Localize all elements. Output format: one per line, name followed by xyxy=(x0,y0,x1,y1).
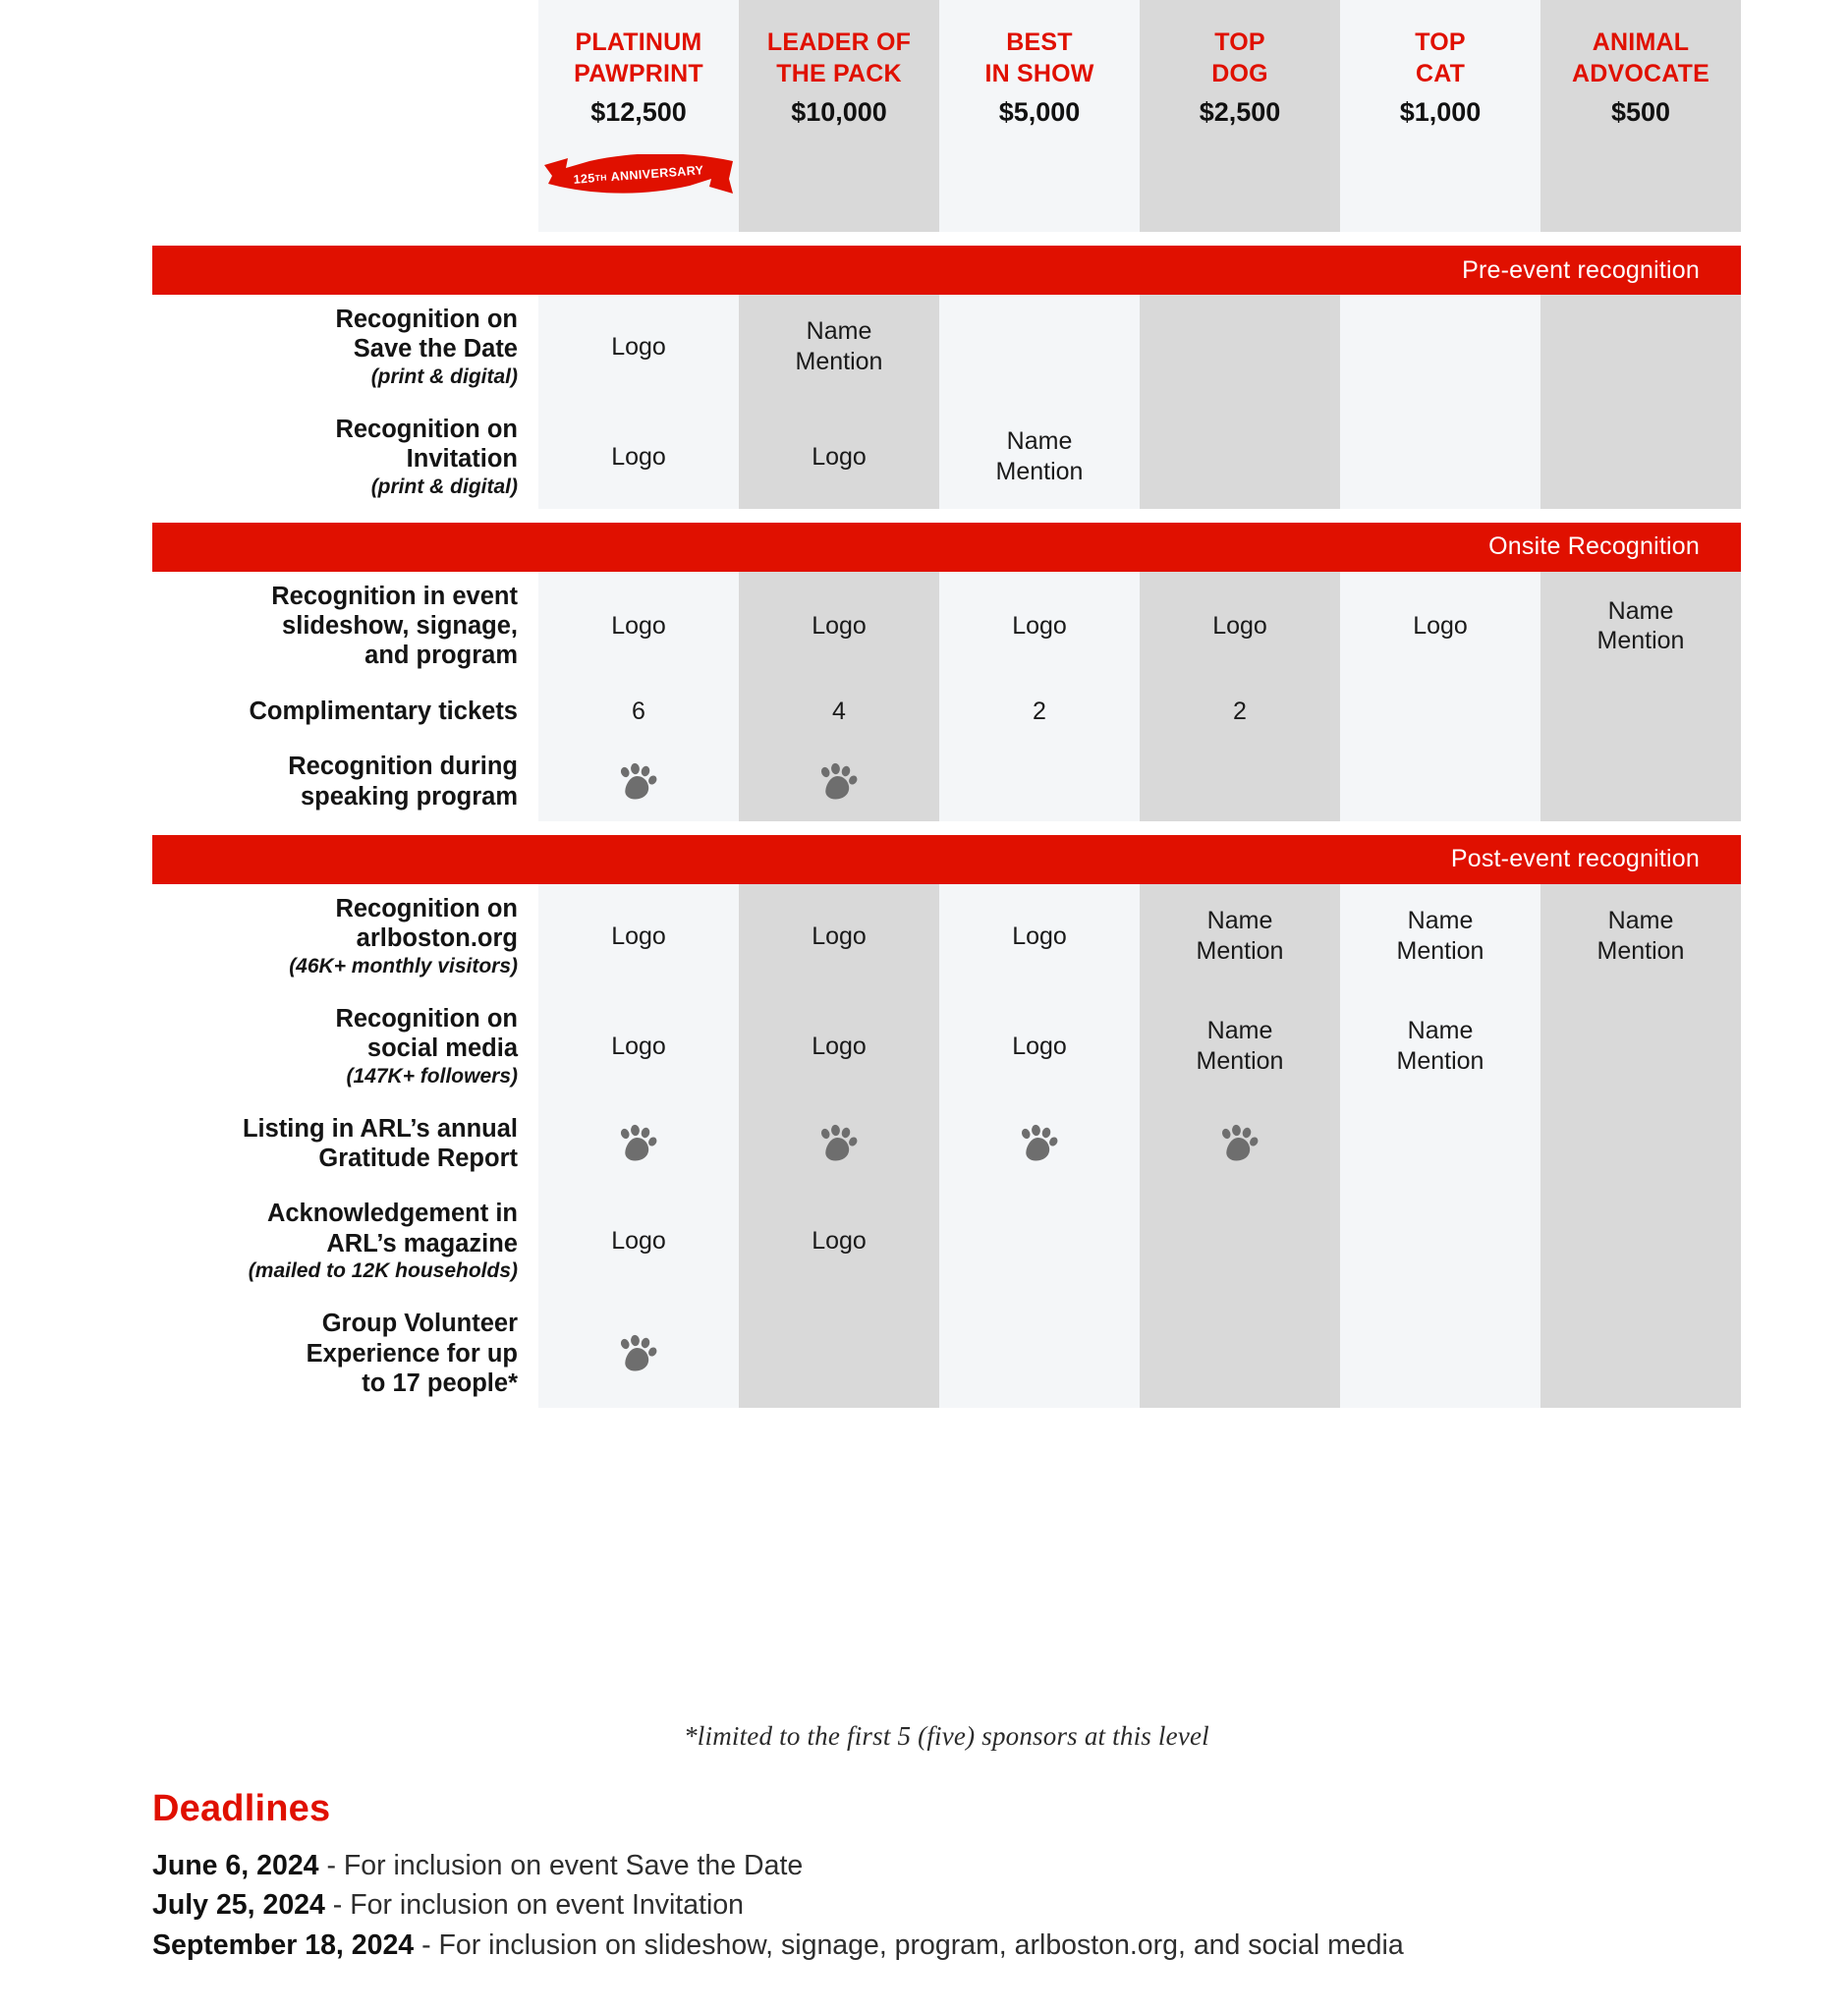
tier-header-row xyxy=(152,0,1741,232)
benefit-cell xyxy=(538,295,739,399)
section-title-text: Pre-event recognition xyxy=(1462,255,1700,284)
benefit-cell-line: Mention xyxy=(995,457,1084,485)
paw-print-icon xyxy=(739,742,939,821)
benefit-label-line: Invitation xyxy=(406,445,518,474)
benefit-label-main xyxy=(152,305,518,364)
benefit-cell-line: Logo xyxy=(1413,612,1468,641)
benefit-cell xyxy=(939,884,1140,988)
benefit-cell-line: Mention xyxy=(795,347,883,375)
benefit-cell xyxy=(739,1189,939,1293)
benefit-cell xyxy=(1340,1189,1540,1293)
benefit-cell-line: 6 xyxy=(632,697,645,725)
paw-print-icon xyxy=(1140,1104,1340,1184)
benefit-cell xyxy=(1340,687,1540,737)
benefit-cell-line: 4 xyxy=(832,697,846,725)
benefit-cell xyxy=(538,1189,739,1293)
section-gap-cell xyxy=(152,509,1741,523)
ribbon-number: 125 xyxy=(573,170,596,187)
section-bar-1 xyxy=(152,246,1741,295)
benefit-label-main xyxy=(152,1199,518,1258)
ribbon-word: ANNIVERSARY xyxy=(610,162,704,184)
benefit-label-sub: (46K+ monthly visitors) xyxy=(289,954,518,978)
benefit-cell-line: Logo xyxy=(611,442,666,471)
benefit-cell xyxy=(1540,405,1741,509)
benefit-label-line: Gratitude Report xyxy=(318,1145,518,1173)
benefit-cell-line: Logo xyxy=(812,922,867,950)
benefit-cell xyxy=(739,1299,939,1408)
ribbon-shape xyxy=(542,154,735,196)
paw-print-icon xyxy=(538,1104,739,1184)
tier-header-5 xyxy=(1340,0,1540,232)
benefit-cell xyxy=(939,1189,1140,1293)
benefit-row xyxy=(152,687,1741,737)
benefits-matrix xyxy=(152,0,1741,1408)
benefit-cell xyxy=(1340,884,1540,988)
benefit-label-line: Acknowledgement in xyxy=(266,1200,518,1228)
tier-header-1 xyxy=(538,0,739,232)
benefit-label-line: to 17 people* xyxy=(362,1369,518,1397)
benefit-cell xyxy=(739,572,939,681)
benefit-label-line: Experience for up xyxy=(306,1339,518,1368)
tier-name xyxy=(544,28,733,90)
benefit-label-line: social media xyxy=(366,1034,518,1063)
tier-header-3 xyxy=(939,0,1140,232)
tier-name-line1: TOP xyxy=(1415,28,1466,56)
benefit-label-main xyxy=(152,894,518,954)
benefit-cell xyxy=(1140,1299,1340,1408)
benefit-cell xyxy=(1340,994,1540,1098)
benefit-cell xyxy=(538,405,739,509)
benefit-cell-line: Logo xyxy=(1212,612,1267,641)
benefit-cell-line: Mention xyxy=(1196,1046,1284,1075)
tier-amount: $5,000 xyxy=(998,96,1081,127)
paw-print-icon xyxy=(739,1104,939,1184)
benefit-cell xyxy=(939,742,1140,821)
section-gap xyxy=(152,232,1741,246)
benefit-cell-line: Name xyxy=(1206,1017,1273,1045)
section-title xyxy=(152,835,1741,884)
benefit-row xyxy=(152,742,1741,821)
benefits-table xyxy=(152,0,1741,1408)
benefit-cell xyxy=(739,687,939,737)
deadline-date: July 25, 2024 xyxy=(152,1889,325,1922)
deadline-description: - For inclusion on event Save the Date xyxy=(318,1850,804,1881)
deadline-item xyxy=(152,1926,1783,1965)
benefit-cell-line: Logo xyxy=(1012,1032,1067,1060)
benefit-cell-line: Logo xyxy=(812,1227,867,1256)
benefit-row xyxy=(152,1189,1741,1293)
benefit-cell xyxy=(1540,1299,1741,1408)
section-title xyxy=(152,246,1741,295)
tier-name-line1: LEADER OF xyxy=(766,28,912,56)
tier-name xyxy=(745,28,933,90)
benefit-cell xyxy=(1340,1299,1540,1408)
benefit-cell xyxy=(939,687,1140,737)
tier-header-2 xyxy=(739,0,939,232)
benefit-cell-line: Name xyxy=(1006,427,1073,456)
benefit-label xyxy=(152,687,538,737)
benefit-cell xyxy=(1340,572,1540,681)
benefit-cell-line: Mention xyxy=(1396,936,1484,965)
tier-amount: $1,000 xyxy=(1399,96,1482,127)
ribbon-ordinal: TH xyxy=(594,171,608,183)
benefit-cell-line: Mention xyxy=(1596,627,1685,655)
benefit-cell xyxy=(1540,884,1741,988)
benefit-label xyxy=(152,405,538,509)
benefit-cell-line: Logo xyxy=(812,612,867,641)
tier-name-line2: CAT xyxy=(1415,59,1466,87)
benefit-cell-line: Logo xyxy=(812,442,867,471)
benefit-cell xyxy=(739,884,939,988)
benefit-cell xyxy=(739,295,939,399)
benefit-label xyxy=(152,1104,538,1184)
benefit-cell xyxy=(939,405,1140,509)
benefit-cell xyxy=(1540,994,1741,1098)
benefit-cell xyxy=(538,994,739,1098)
section-bar-2 xyxy=(152,523,1741,572)
benefit-cell-line: 2 xyxy=(1233,697,1247,725)
section-bar-3 xyxy=(152,835,1741,884)
benefit-cell-line: Logo xyxy=(1012,612,1067,641)
paw-print-icon xyxy=(538,1299,739,1408)
deadlines-section xyxy=(152,1788,1783,1965)
benefit-row xyxy=(152,572,1741,681)
benefit-cell-line: Name xyxy=(1407,907,1474,935)
benefit-label-line: Recognition during xyxy=(288,753,518,781)
benefit-cell xyxy=(1140,687,1340,737)
benefit-cell xyxy=(1540,687,1741,737)
benefit-cell xyxy=(1340,1104,1540,1184)
section-title xyxy=(152,523,1741,572)
tier-name-line2: IN SHOW xyxy=(984,59,1094,87)
benefit-label-line: ARL’s magazine xyxy=(326,1229,518,1258)
benefit-cell-line: Logo xyxy=(611,1227,666,1256)
benefit-cell xyxy=(1140,884,1340,988)
tier-name-line1: PLATINUM xyxy=(575,28,702,56)
benefit-cell xyxy=(739,405,939,509)
benefit-cell xyxy=(1140,994,1340,1098)
benefit-label-line: Recognition on xyxy=(335,306,518,333)
benefit-cell xyxy=(1540,742,1741,821)
tier-name-line1: ANIMAL xyxy=(1592,28,1690,56)
benefit-cell xyxy=(1540,1189,1741,1293)
benefit-label-line: Complimentary tickets xyxy=(249,697,518,725)
benefit-label-sub: (print & digital) xyxy=(370,364,518,388)
tier-name-line2: PAWPRINT xyxy=(574,59,703,87)
benefit-cell xyxy=(538,687,739,737)
deadlines-title: Deadlines xyxy=(152,1788,331,1829)
benefit-cell-line: Name xyxy=(1607,907,1674,935)
benefit-cell-line: Mention xyxy=(1596,936,1685,965)
benefit-row xyxy=(152,295,1741,399)
benefit-cell xyxy=(538,572,739,681)
benefit-label-main xyxy=(152,752,518,811)
tier-name xyxy=(1346,28,1535,90)
deadline-description: - For inclusion on slideshow, signage, program, arlboston.org, and social media xyxy=(414,1928,1404,1961)
tier-amount: $2,500 xyxy=(1199,96,1281,127)
paw-print-icon xyxy=(939,1104,1140,1184)
benefit-label-line: Recognition on xyxy=(335,415,518,443)
tier-header-6 xyxy=(1540,0,1741,232)
benefit-label xyxy=(152,1299,538,1408)
deadline-description: - For inclusion on event Invitation xyxy=(324,1889,745,1922)
footnote-limited-sponsors: *limited to the first 5 (five) sponsors at this level xyxy=(684,1721,1209,1751)
benefit-label-line: Listing in ARL’s annual xyxy=(242,1114,518,1143)
benefit-label-main xyxy=(152,1114,518,1174)
deadline-date: June 6, 2024 xyxy=(152,1850,319,1881)
benefit-cell-line: Logo xyxy=(611,1032,666,1060)
benefit-cell-line: Name xyxy=(1607,596,1674,625)
benefit-cell-line: Logo xyxy=(812,1032,867,1060)
benefit-label-line: Group Volunteer xyxy=(321,1310,518,1338)
header-corner-spacer xyxy=(152,0,538,232)
benefit-cell-line: Mention xyxy=(1196,936,1284,965)
benefit-label-main xyxy=(152,582,518,671)
benefit-cell-line: Mention xyxy=(1396,1046,1484,1075)
benefit-cell xyxy=(1340,405,1540,509)
benefit-cell xyxy=(538,884,739,988)
tier-name-line1: TOP xyxy=(1214,28,1265,56)
tier-name xyxy=(1546,28,1735,90)
benefit-cell xyxy=(1340,295,1540,399)
deadline-item xyxy=(152,1846,1783,1885)
benefit-row xyxy=(152,884,1741,988)
benefit-label xyxy=(152,1189,538,1293)
benefit-cell xyxy=(939,1299,1140,1408)
benefit-label-line: Save the Date xyxy=(353,335,518,363)
benefit-cell xyxy=(1340,742,1540,821)
benefit-cell-line: Logo xyxy=(611,612,666,641)
benefit-label-line: speaking program xyxy=(300,782,518,810)
tier-name xyxy=(945,28,1134,90)
section-title-text: Post-event recognition xyxy=(1450,845,1700,873)
benefit-cell-line: Name xyxy=(1206,907,1273,935)
benefit-cell xyxy=(1140,405,1340,509)
deadline-date: September 18, 2024 xyxy=(152,1928,415,1961)
section-gap xyxy=(152,509,1741,523)
benefit-label-sub: (147K+ followers) xyxy=(346,1064,518,1088)
tier-name-line2: THE PACK xyxy=(776,59,902,87)
benefit-cell-line: 2 xyxy=(1033,697,1046,725)
benefit-label xyxy=(152,994,538,1098)
benefit-label-sub: (print & digital) xyxy=(370,475,518,498)
benefit-label-line: and program xyxy=(364,642,518,670)
tier-amount: $500 xyxy=(1610,96,1671,127)
benefit-label xyxy=(152,742,538,821)
benefit-label-line: arlboston.org xyxy=(356,924,518,953)
anniversary-ribbon-badge xyxy=(544,151,733,198)
benefit-cell xyxy=(1540,295,1741,399)
benefit-cell-line: Logo xyxy=(611,332,666,361)
tier-header-4 xyxy=(1140,0,1340,232)
paw-print-icon xyxy=(538,742,739,821)
section-gap xyxy=(152,821,1741,835)
benefit-cell xyxy=(1140,295,1340,399)
benefit-label-main xyxy=(152,1004,518,1064)
benefit-row xyxy=(152,405,1741,509)
benefit-cell xyxy=(939,295,1140,399)
benefit-label-line: Recognition on xyxy=(335,1004,518,1033)
benefit-cell-line: Logo xyxy=(611,922,666,950)
benefit-label-main xyxy=(152,1309,518,1398)
benefit-label-main xyxy=(152,697,518,726)
deadline-item xyxy=(152,1885,1783,1925)
section-title-text: Onsite Recognition xyxy=(1488,532,1700,561)
section-gap-cell xyxy=(152,232,1741,246)
tier-name-line1: BEST xyxy=(1006,28,1073,56)
tier-name-line2: DOG xyxy=(1211,59,1268,87)
benefit-label xyxy=(152,884,538,988)
benefit-row xyxy=(152,1299,1741,1408)
benefit-cell xyxy=(1140,742,1340,821)
benefit-cell xyxy=(1540,1104,1741,1184)
benefit-label-sub: (mailed to 12K households) xyxy=(248,1259,518,1283)
tier-amount: $10,000 xyxy=(791,96,887,127)
benefit-cell xyxy=(939,572,1140,681)
benefit-row xyxy=(152,1104,1741,1184)
tier-amount: $12,500 xyxy=(590,96,687,127)
benefit-cell-line: Name xyxy=(1407,1017,1474,1045)
benefit-cell-line: Name xyxy=(806,317,872,346)
section-gap-cell xyxy=(152,821,1741,835)
benefit-cell xyxy=(1140,1189,1340,1293)
benefit-row xyxy=(152,994,1741,1098)
benefit-label-line: Recognition in event xyxy=(271,582,518,610)
benefit-cell-line: Logo xyxy=(1012,922,1067,950)
benefit-label xyxy=(152,295,538,399)
benefit-label-line: Recognition on xyxy=(335,894,518,922)
tier-name-line2: ADVOCATE xyxy=(1571,59,1710,87)
benefit-label xyxy=(152,572,538,681)
benefit-cell xyxy=(939,994,1140,1098)
benefit-label-main xyxy=(152,415,518,475)
benefit-cell xyxy=(739,994,939,1098)
benefit-cell xyxy=(1140,572,1340,681)
tier-name xyxy=(1146,28,1334,90)
benefit-cell xyxy=(1540,572,1741,681)
benefit-label-line: slideshow, signage, xyxy=(282,612,518,641)
